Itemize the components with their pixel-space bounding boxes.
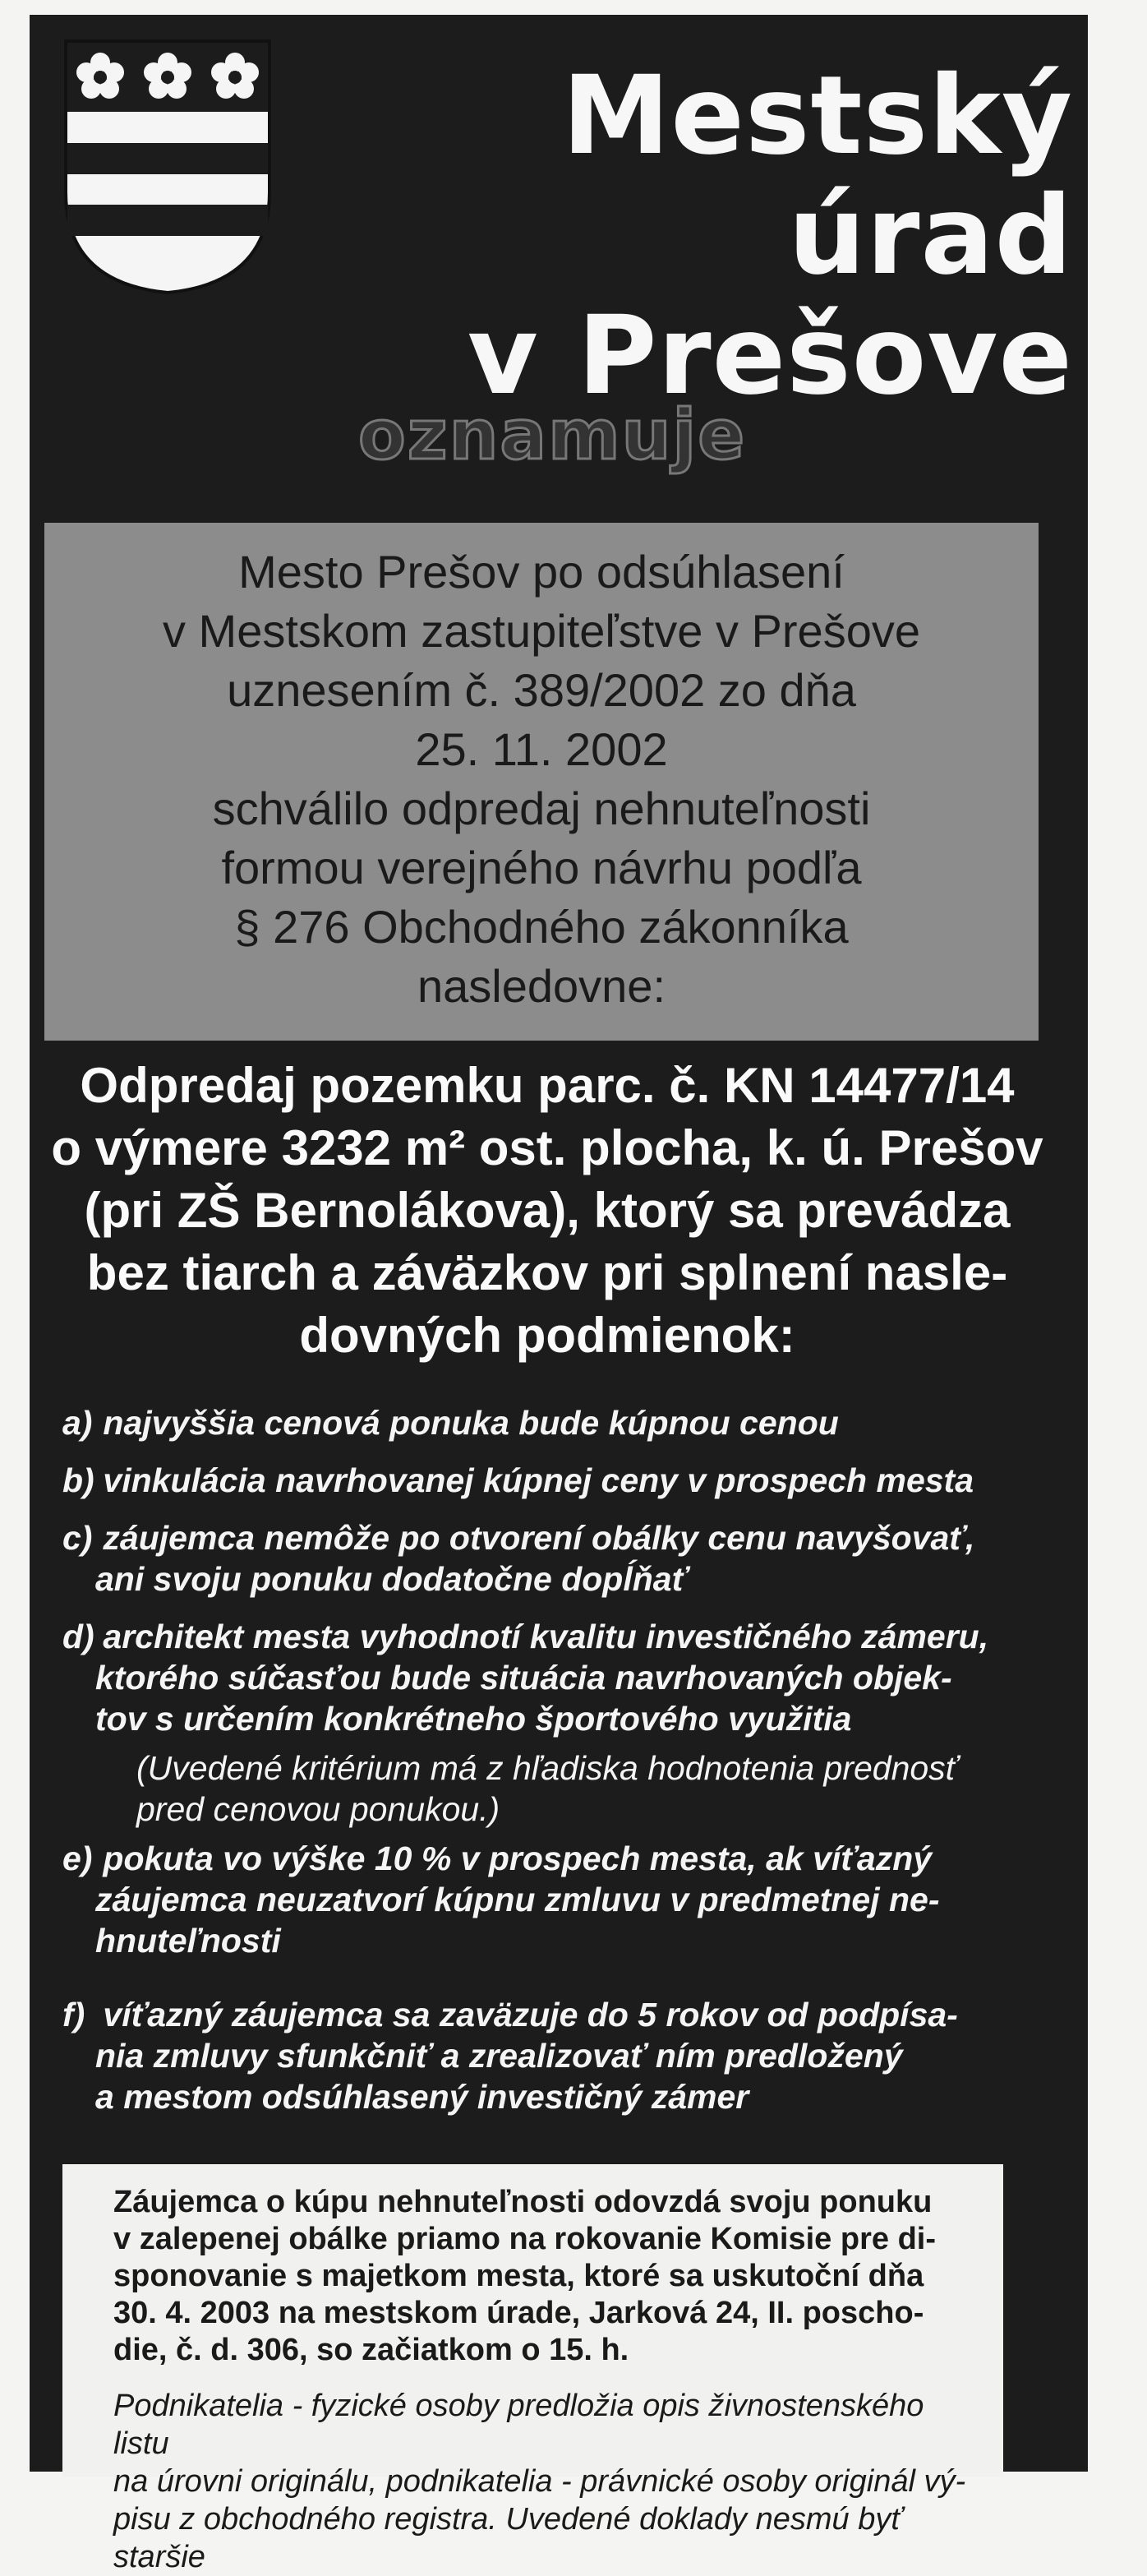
condition-f (62, 1994, 1073, 2117)
condition-b (62, 1460, 1073, 1501)
condition-letter: d) (62, 1618, 94, 1655)
decision-box (44, 523, 1039, 1041)
title-line-2: v Prešove (467, 293, 1073, 419)
offer-line: Odpredaj pozemku parc. č. KN 14477/14 (80, 1058, 1015, 1113)
condition-text: architekt mesta vyhodnotí kvalitu investičného zámeru, (103, 1618, 989, 1655)
office-title (309, 53, 1073, 419)
documents-line: na úrovni originálu, podnikatelia - právnické osoby originál vý- (113, 2464, 966, 2499)
submission-line: die, č. d. 306, so začiatkom o 15. h. (113, 2333, 629, 2367)
condition-text: ani svoju ponuku dodatočne dopĺňať (95, 1560, 689, 1598)
condition-text: najvyššia cenová ponuka bude kúpnou cenou (103, 1404, 839, 1442)
condition-text: víťazný záujemca sa zaväzuje do 5 rokov od podpísa- (103, 1996, 958, 2034)
offer-line: dovných podmienok: (299, 1308, 795, 1363)
paragraph-gap (113, 2369, 982, 2387)
offer-line: (pri ZŠ Bernolákova), ktorý sa prevádza (84, 1183, 1011, 1238)
condition-text: záujemca neuzatvorí kúpnu zmluvu v predmetnej ne- (95, 1881, 940, 1918)
offer-line: o výmere 3232 m² ost. plocha, k. ú. Prešov (51, 1120, 1043, 1175)
condition-letter: b) (62, 1461, 94, 1499)
coat-of-arms-icon (61, 36, 274, 299)
condition-c (62, 1517, 1073, 1600)
decision-line: § 276 Obchodného zákonníka (234, 901, 849, 953)
announcement-sheet (30, 15, 1088, 2574)
documents-line: Podnikatelia - fyzické osoby predložia opis živnostenského listu (113, 2389, 924, 2461)
condition-d (62, 1616, 1073, 1739)
condition-letter: c) (62, 1519, 93, 1557)
decision-line: formou verejného návrhu podľa (221, 842, 862, 893)
offer-line: bez tiarch a záväzkov pri splnení nasle- (86, 1245, 1008, 1300)
condition-text: hnuteľnosti (95, 1922, 281, 1960)
decision-line: v Mestskom zastupiteľstve v Prešove (163, 605, 920, 657)
condition-text: ktorého súčasťou bude situácia navrhovaných objek- (95, 1659, 952, 1697)
submission-box (62, 2164, 1003, 2574)
condition-text: a mestom odsúhlasený investičný zámer (95, 2078, 749, 2116)
condition-text: nia zmluvy sfunkčniť a zrealizovať ním predložený (95, 2037, 903, 2075)
decision-line: uznesením č. 389/2002 zo dňa (227, 664, 856, 716)
condition-letter: a) (62, 1404, 93, 1442)
note-text: (Uvedené kritérium má z hľadiska hodnotenia prednosť (136, 1749, 958, 1787)
submission-line: Záujemca o kúpu nehnuteľnosti odovzdá svoju ponuku (113, 2185, 933, 2219)
note-text: pred cenovou ponukou.) (136, 1790, 500, 1828)
submission-line: v zalepenej obálke priamo na rokovanie Komisie pre di- (113, 2222, 936, 2256)
decision-line: nasledovne: (417, 960, 666, 1012)
condition-e (62, 1838, 1073, 1961)
condition-letter: e) (62, 1840, 93, 1877)
condition-text: tov s určením konkrétneho športového využitia (95, 1700, 852, 1738)
documents-line: pisu z obchodného registra. Uvedené doklady nesmú byť staršie (113, 2502, 902, 2574)
decision-line: Mesto Prešov po odsúhlasení (238, 546, 845, 598)
condition-text: vinkulácia navrhovanej kúpnej ceny v prospech mesta (103, 1461, 974, 1499)
announces-heading: oznamuje (358, 395, 747, 475)
condition-text: pokuta vo výške 10 % v prospech mesta, ak víťazný (103, 1840, 933, 1877)
condition-a (62, 1402, 1073, 1443)
condition-text: záujemca nemôže po otvorení obálky cenu navyšovať, (103, 1519, 975, 1557)
submission-line: 30. 4. 2003 na mestskom úrade, Jarková 24, II. poscho- (113, 2296, 924, 2330)
offer-description (46, 1055, 1048, 1367)
condition-letter: f) (62, 1996, 85, 2034)
submission-line: sponovanie s majetkom mesta, ktoré sa uskutoční dňa (113, 2259, 924, 2293)
condition-d-note (62, 1747, 1147, 1830)
decision-line: 25. 11. 2002 (415, 723, 668, 775)
title-line-1: Mestský úrad (562, 53, 1073, 299)
decision-line: schválilo odpredaj nehnuteľnosti (212, 782, 871, 834)
